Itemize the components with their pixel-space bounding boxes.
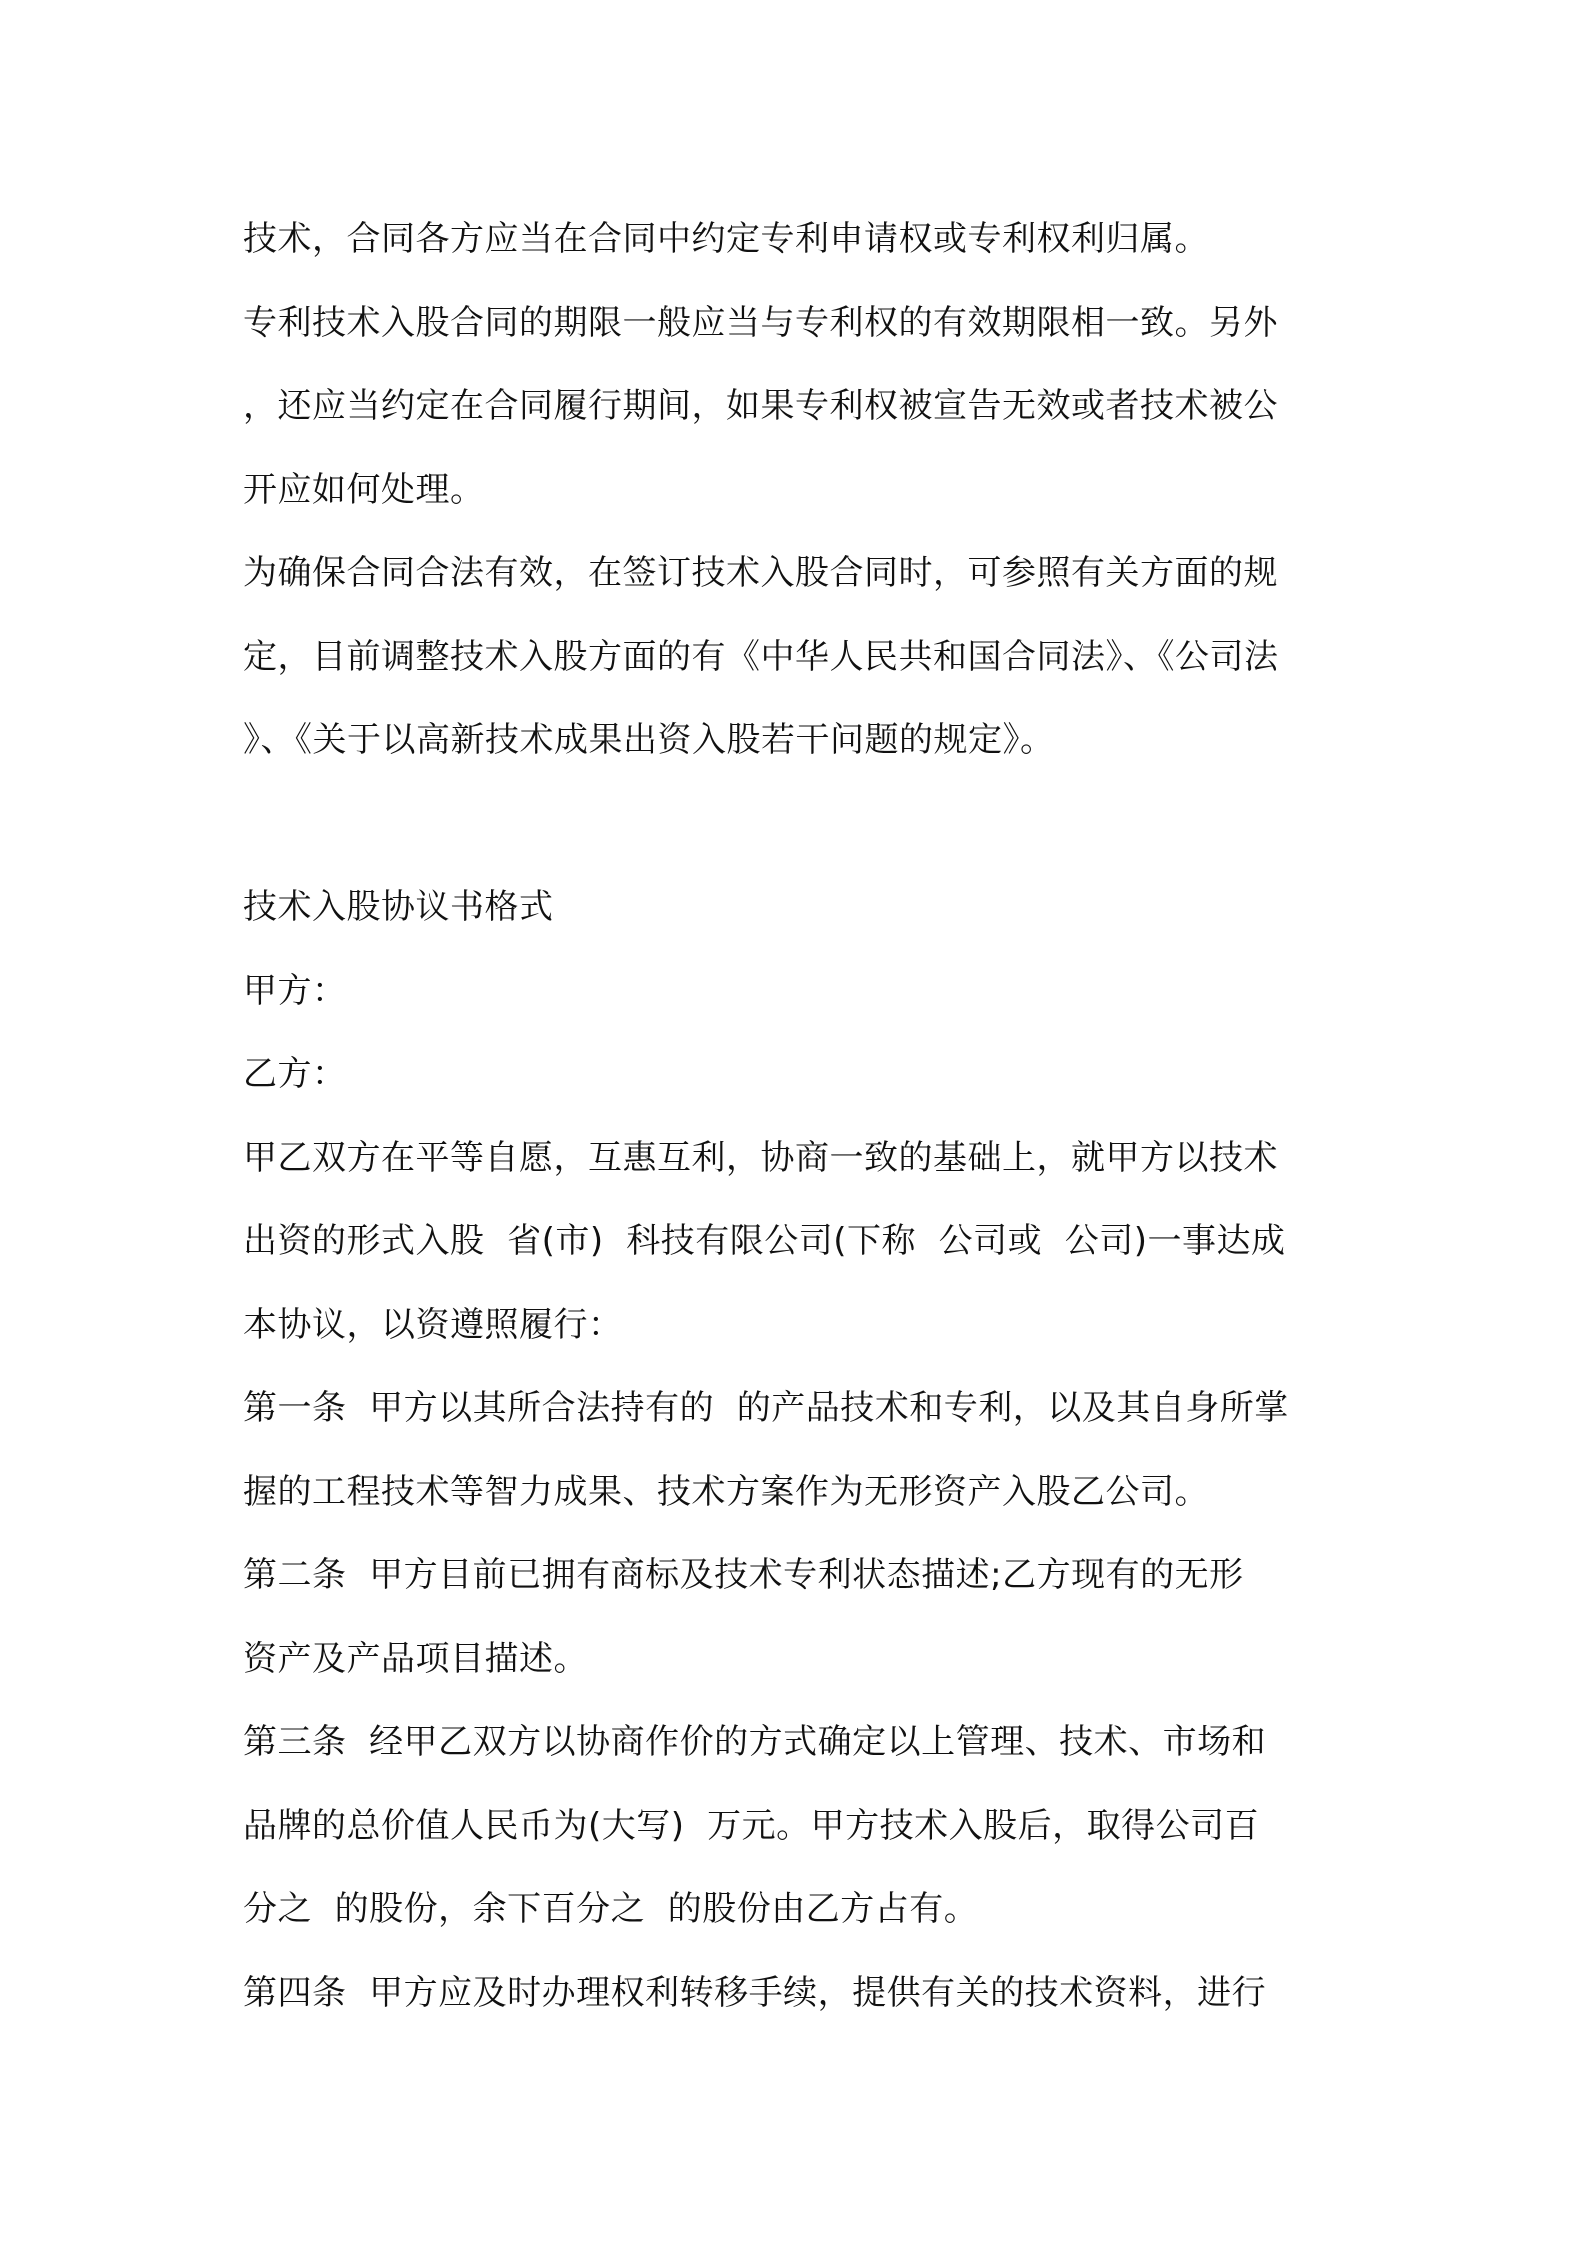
text-line: 定，目前调整技术入股方面的有《中华人民共和国合同法》、《公司法 bbox=[243, 636, 1279, 677]
text-line: 甲乙双方在平等自愿，互惠互利，协商一致的基础上，就甲方以技术 bbox=[243, 1137, 1278, 1178]
text-line: 握的工程技术等智力成果、技术方案作为无形资产入股乙公司。 bbox=[243, 1471, 1209, 1512]
article-line: 第一条 甲方以其所合法持有的 的产品技术和专利，以及其自身所掌 bbox=[243, 1388, 1289, 1428]
party-b-line: 乙方： bbox=[243, 1054, 347, 1094]
blank-line bbox=[243, 783, 1363, 867]
article-line: 第二条 甲方目前已拥有商标及技术专利状态描述;乙方现有的无形 bbox=[243, 1555, 1244, 1595]
text-line: 技术，合同各方应当在合同中约定专利申请权或专利权利归属。 bbox=[243, 219, 1209, 259]
text-line: 为确保合同合法有效，在签订技术入股合同时，可参照有关方面的规 bbox=[243, 553, 1278, 593]
text-line: 品牌的总价值人民币为(大写) 万元。甲方技术入股后，取得公司百 bbox=[243, 1805, 1260, 1846]
text-line: 本协议，以资遵照履行： bbox=[243, 1304, 623, 1345]
text-line: 专利技术入股合同的期限一般应当与专利权的有效期限相一致。另外 bbox=[243, 302, 1278, 343]
party-a-line: 甲方： bbox=[243, 970, 347, 1011]
document-body bbox=[243, 198, 1363, 2035]
section-heading: 技术入股协议书格式 bbox=[243, 887, 554, 927]
text-line: ，还应当约定在合同履行期间，如果专利权被宣告无效或者技术被公 bbox=[243, 386, 1278, 426]
article-line: 第四条 甲方应及时办理权利转移手续，提供有关的技术资料，进行 bbox=[243, 1972, 1267, 2013]
text-line: 分之 的股份，余下百分之 的股份由乙方占有。 bbox=[243, 1889, 979, 1929]
text-line: 出资的形式入股 省(市) 科技有限公司(下称 公司或 公司)一事达成 bbox=[243, 1221, 1286, 1261]
text-line: 开应如何处理。 bbox=[243, 469, 485, 510]
article-line: 第三条 经甲乙双方以协商作价的方式确定以上管理、技术、市场和 bbox=[243, 1722, 1267, 1762]
text-line: 》、《关于以高新技术成果出资入股若干问题的规定》。 bbox=[243, 720, 1055, 760]
text-line: 资产及产品项目描述。 bbox=[243, 1638, 588, 1679]
